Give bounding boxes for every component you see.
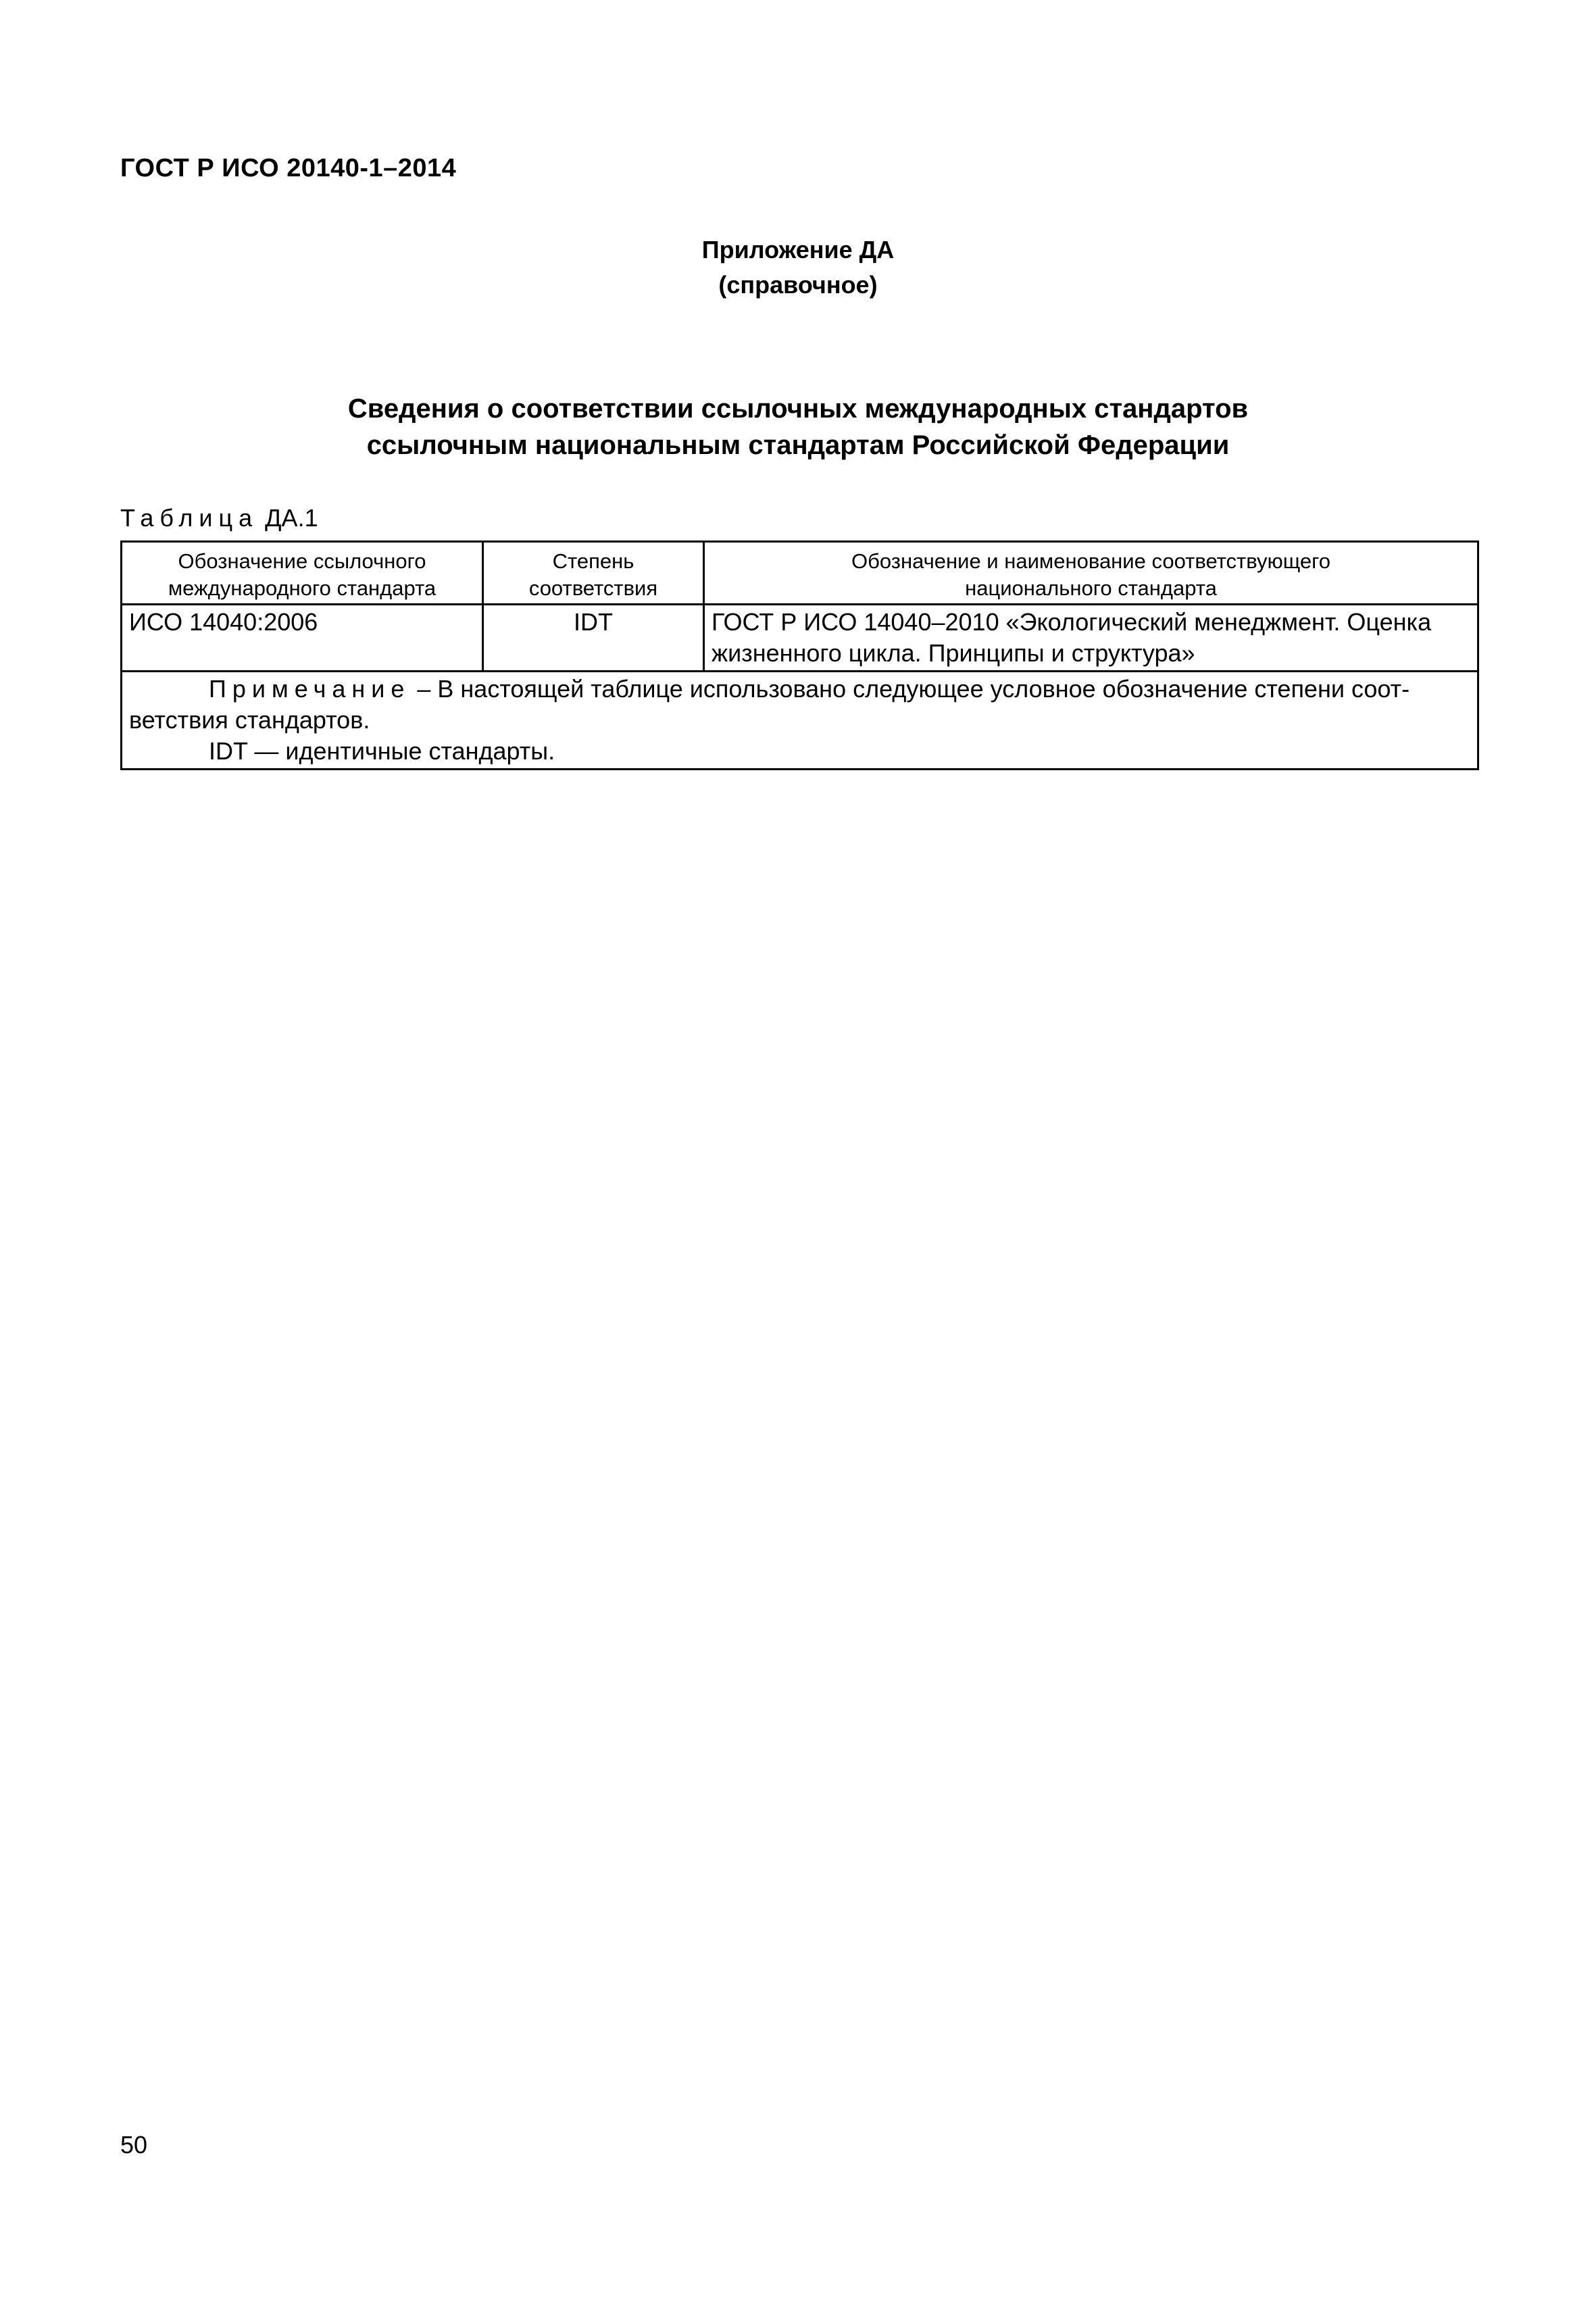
- note-line: ветствия стандартов.: [129, 706, 370, 734]
- table-caption: [120, 504, 318, 532]
- section-title-line1: Сведения о соответствии ссылочных международных стандартов: [347, 394, 1249, 424]
- note-line: IDT — идентичные стандарты.: [209, 737, 555, 765]
- note-line: [129, 674, 1470, 705]
- column-header-line: Степень: [552, 549, 634, 573]
- column-header-line: Обозначение ссылочного: [178, 549, 426, 573]
- page-number: 50: [120, 2131, 148, 2159]
- cell-degree: IDT: [483, 605, 704, 672]
- annex-heading: [0, 232, 1596, 303]
- annex-subtitle: (справочное): [718, 271, 878, 299]
- section-title: [0, 391, 1596, 463]
- table-row: [122, 605, 1478, 672]
- table-header-row: [122, 542, 1478, 605]
- column-header-designation: [122, 542, 483, 605]
- table-caption-number: ДА.1: [265, 504, 318, 532]
- column-header-national: [704, 542, 1478, 605]
- note-text: – В настоящей таблице использовано следующее условное обозначение степени соот-: [410, 675, 1410, 703]
- correspondence-table: [120, 540, 1479, 770]
- column-header-line: соответствия: [528, 576, 658, 600]
- annex-title: Приложение ДА: [701, 236, 895, 263]
- table-note-row: [122, 672, 1478, 770]
- cell-line: жизненного цикла. Принципы и структура»: [712, 639, 1195, 667]
- document-code: ГОСТ Р ИСО 20140-1–2014: [120, 154, 457, 182]
- column-header-line: международного стандарта: [168, 576, 437, 600]
- cell-line: ГОСТ Р ИСО 14040–2010 «Экологический менеджмент. Оценка: [712, 608, 1432, 636]
- note-label: Примечание: [209, 675, 411, 703]
- column-header-line: Обозначение и наименование соответствующего: [851, 549, 1331, 573]
- table-note: [122, 672, 1478, 770]
- section-title-line2: ссылочным национальным стандартам Российской Федерации: [366, 430, 1230, 460]
- column-header-degree: [483, 542, 704, 605]
- column-header-line: национального стандарта: [965, 576, 1217, 600]
- table-caption-label: Таблица: [120, 504, 259, 532]
- cell-designation: ИСО 14040:2006: [122, 605, 483, 672]
- cell-national-standard: [704, 605, 1478, 672]
